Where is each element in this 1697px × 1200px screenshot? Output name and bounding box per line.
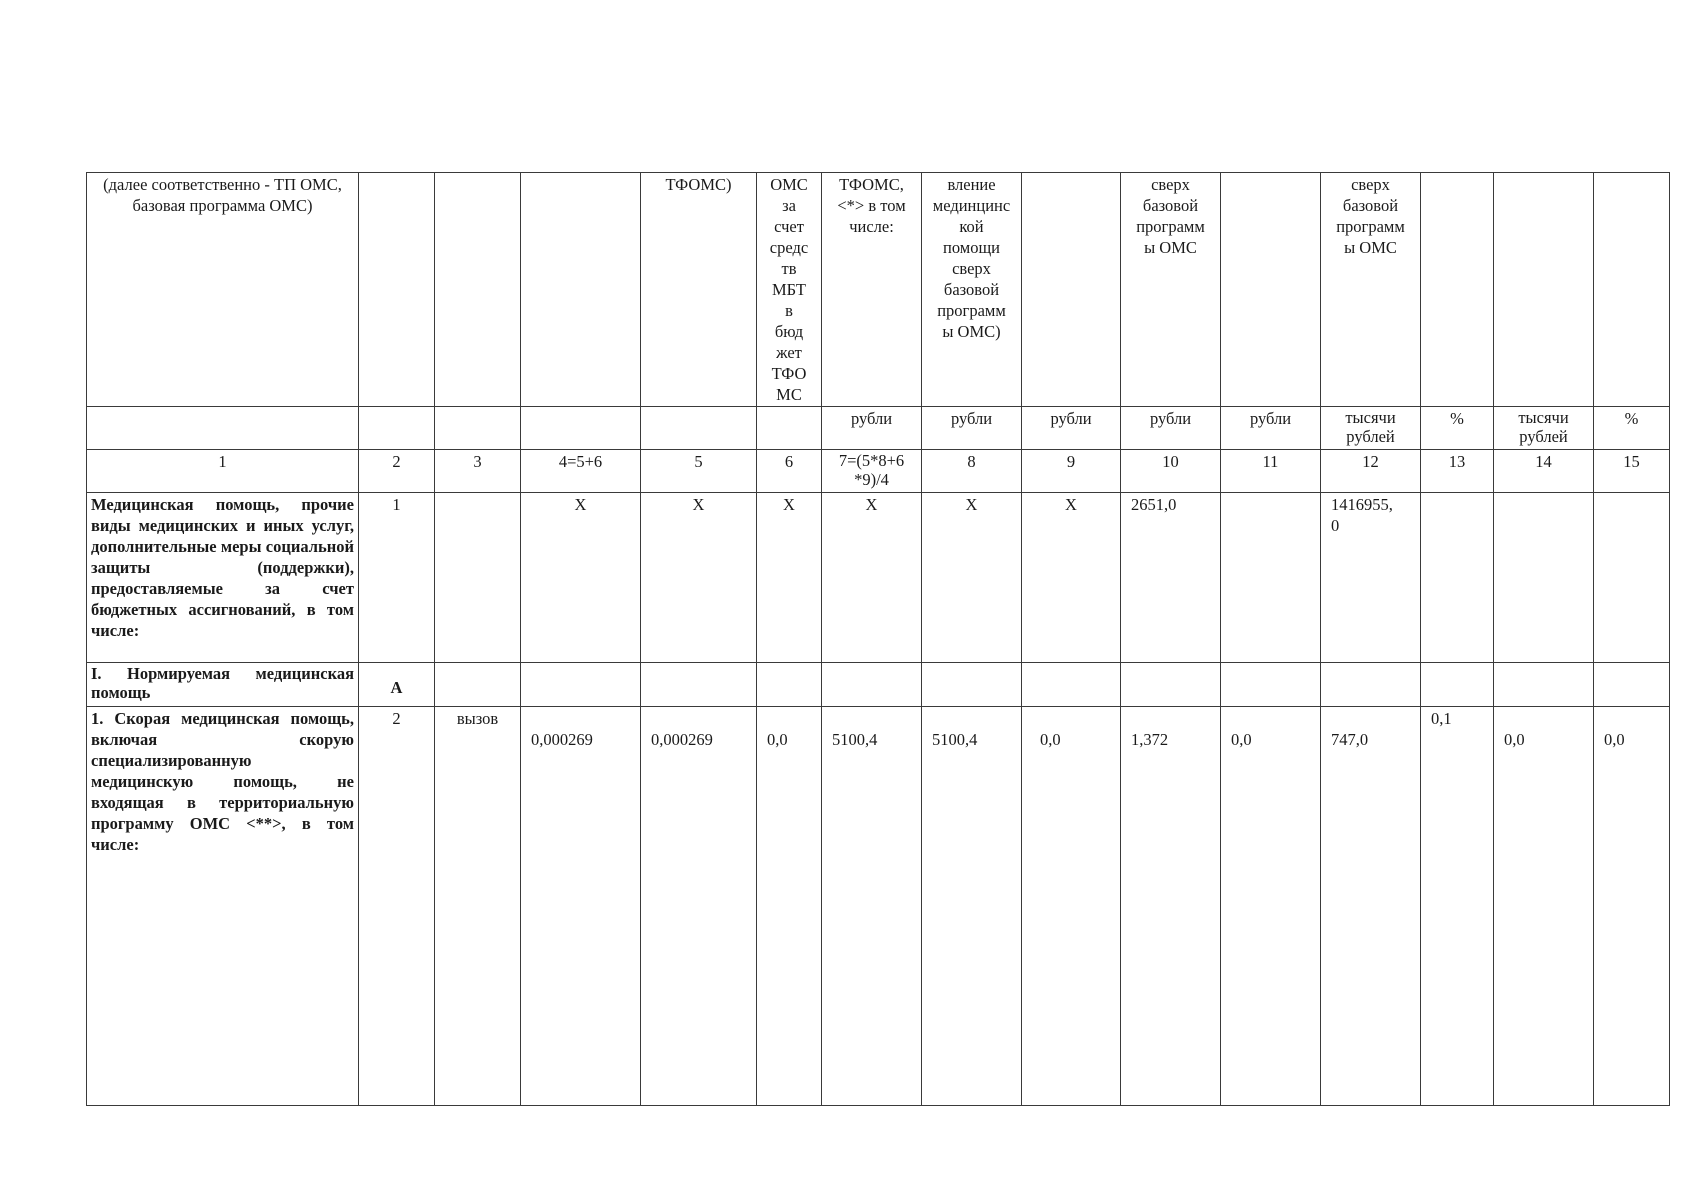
- header-cell-2: [359, 173, 435, 407]
- colnum-cell-5: 5: [641, 450, 757, 493]
- colnum-cell-3: 3: [435, 450, 521, 493]
- row-ambulance-c14: 0,0: [1494, 707, 1594, 1106]
- row-total-c5: X: [641, 493, 757, 663]
- units-cell-12: тысячи рублей: [1321, 407, 1421, 450]
- row-total-c3: [435, 493, 521, 663]
- colnum-cell-14: 14: [1494, 450, 1594, 493]
- header-cell-10: сверх базовой программ ы ОМС: [1121, 173, 1221, 407]
- units-cell-9: рубли: [1022, 407, 1121, 450]
- colnum-cell-12: 12: [1321, 450, 1421, 493]
- colnum-cell-9: 9: [1022, 450, 1121, 493]
- row-section-c5: [641, 663, 757, 707]
- row-total-name: Медицинская помощь, прочие виды медицинских и иных услуг, дополнительные меры социальной защиты (поддержки), предоставляемые за счет бюджетных ассигнований, в том числе:: [87, 493, 359, 663]
- header-cell-4: [521, 173, 641, 407]
- units-cell-7: рубли: [822, 407, 922, 450]
- row-ambulance-c12: 747,0: [1321, 707, 1421, 1106]
- header-cell-13: [1421, 173, 1494, 407]
- colnum-cell-15: 15: [1594, 450, 1670, 493]
- row-section-name: I. Нормируемая медицинская помощь: [87, 663, 359, 707]
- row-total-c10: 2651,0: [1121, 493, 1221, 663]
- row-section-c2: А: [359, 663, 435, 707]
- row-ambulance-c11: 0,0: [1221, 707, 1321, 1106]
- header-row: [87, 173, 1670, 407]
- header-cell-1: (далее соответственно - ТП ОМС, базовая программа ОМС): [87, 173, 359, 407]
- row-total-c6: X: [757, 493, 822, 663]
- row-section-c12: [1321, 663, 1421, 707]
- units-cell-13: %: [1421, 407, 1494, 450]
- row-section-c10: [1121, 663, 1221, 707]
- units-cell-2: [359, 407, 435, 450]
- colnum-cell-8: 8: [922, 450, 1022, 493]
- row-section-c7: [822, 663, 922, 707]
- row-total-c7: X: [822, 493, 922, 663]
- row-section-c15: [1594, 663, 1670, 707]
- budget-table: [86, 172, 1670, 1106]
- header-cell-6: ОМС за счет средс тв МБТ в бюд жет ТФО МС: [757, 173, 822, 407]
- row-ambulance-c4: 0,000269: [521, 707, 641, 1106]
- row-ambulance-c9: 0,0: [1022, 707, 1121, 1106]
- colnum-cell-13: 13: [1421, 450, 1494, 493]
- units-cell-11: рубли: [1221, 407, 1321, 450]
- colnum-cell-6: 6: [757, 450, 822, 493]
- colnum-cell-4: 4=5+6: [521, 450, 641, 493]
- colnum-cell-1: 1: [87, 450, 359, 493]
- row-section-c13: [1421, 663, 1494, 707]
- row-total-c4: X: [521, 493, 641, 663]
- row-ambulance-c6: 0,0: [757, 707, 822, 1106]
- row-section-c6: [757, 663, 822, 707]
- units-cell-5: [641, 407, 757, 450]
- row-section-c9: [1022, 663, 1121, 707]
- row-total-c14: [1494, 493, 1594, 663]
- header-cell-11: [1221, 173, 1321, 407]
- row-total-c13: [1421, 493, 1494, 663]
- units-cell-6: [757, 407, 822, 450]
- header-cell-5: ТФОМС): [641, 173, 757, 407]
- units-cell-3: [435, 407, 521, 450]
- colnum-cell-10: 10: [1121, 450, 1221, 493]
- row-total-c15: [1594, 493, 1670, 663]
- row-total-c11: [1221, 493, 1321, 663]
- header-cell-14: [1494, 173, 1594, 407]
- row-section-c8: [922, 663, 1022, 707]
- colnum-cell-2: 2: [359, 450, 435, 493]
- row-ambulance-c15: 0,0: [1594, 707, 1670, 1106]
- units-cell-1: [87, 407, 359, 450]
- column-numbers-row: [87, 450, 1670, 493]
- header-cell-8: вление мединцинс кой помощи сверх базовой программ ы ОМС): [922, 173, 1022, 407]
- units-cell-15: %: [1594, 407, 1670, 450]
- units-row: [87, 407, 1670, 450]
- colnum-cell-11: 11: [1221, 450, 1321, 493]
- row-total-c8: X: [922, 493, 1022, 663]
- row-ambulance-c10: 1,372: [1121, 707, 1221, 1106]
- header-cell-9: [1022, 173, 1121, 407]
- units-cell-10: рубли: [1121, 407, 1221, 450]
- header-cell-3: [435, 173, 521, 407]
- row-ambulance-c8: 5100,4: [922, 707, 1022, 1106]
- units-cell-14: тысячи рублей: [1494, 407, 1594, 450]
- row-section-c3: [435, 663, 521, 707]
- row-ambulance-c5: 0,000269: [641, 707, 757, 1106]
- header-cell-7: ТФОМС, <*> в том числе:: [822, 173, 922, 407]
- row-ambulance-c13: 0,1: [1421, 707, 1494, 1106]
- row-ambulance-c7: 5100,4: [822, 707, 922, 1106]
- row-total-c2: 1: [359, 493, 435, 663]
- table-row-ambulance: [87, 707, 1670, 1106]
- header-cell-15: [1594, 173, 1670, 407]
- table-row-total: [87, 493, 1670, 663]
- header-cell-12: сверх базовой программ ы ОМС: [1321, 173, 1421, 407]
- colnum-cell-7: 7=(5*8+6 *9)/4: [822, 450, 922, 493]
- row-ambulance-name: 1. Скорая медицинская помощь, включая скорую специализированную медицинскую помощь, не входящая в территориальную программу ОМС <**>, в том числе:: [87, 707, 359, 1106]
- row-section-c14: [1494, 663, 1594, 707]
- row-total-c12: 1416955, 0: [1321, 493, 1421, 663]
- row-section-c11: [1221, 663, 1321, 707]
- row-section-c4: [521, 663, 641, 707]
- units-cell-8: рубли: [922, 407, 1022, 450]
- row-ambulance-c2: 2: [359, 707, 435, 1106]
- row-ambulance-c3: вызов: [435, 707, 521, 1106]
- units-cell-4: [521, 407, 641, 450]
- row-total-c9: X: [1022, 493, 1121, 663]
- table-row-section: [87, 663, 1670, 707]
